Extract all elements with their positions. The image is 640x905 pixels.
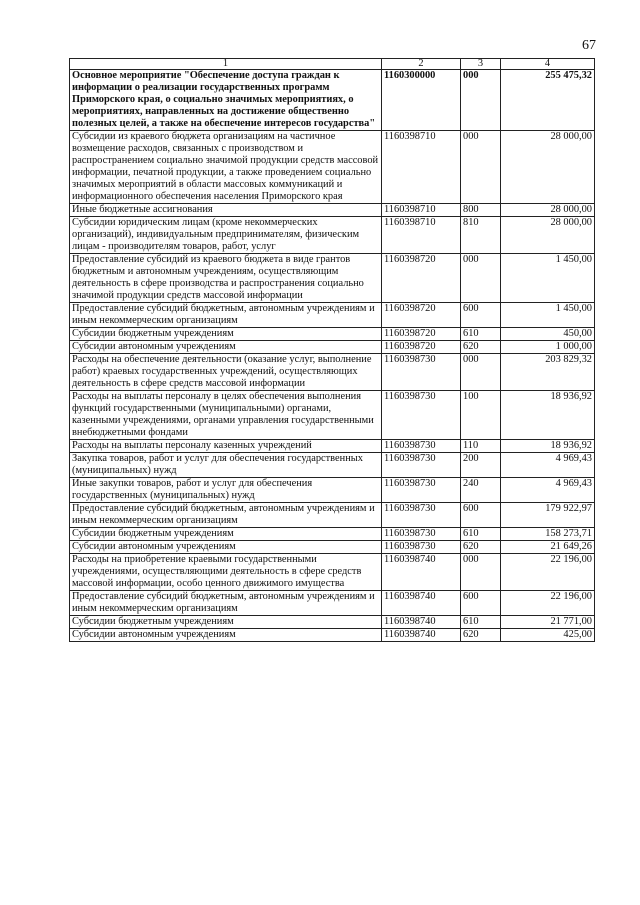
row-name: Иные закупки товаров, работ и услуг для обеспечения государственных (муниципальных) нужд (70, 478, 382, 503)
row-code: 1160398720 (382, 303, 461, 328)
row-name: Субсидии из краевого бюджета организациям на частичное возмещение расходов, связанных с производством и распространением социально значимой продукции средств массовой информации, печатной продукции, а также проведением социально значимых мероприятий в области массовых коммуникаций и информационного обеспечения населения Приморского края (70, 131, 382, 204)
table-row (70, 591, 595, 616)
row-amount: 179 922,97 (501, 503, 595, 528)
row-amount: 4 969,43 (501, 478, 595, 503)
row-code: 1160398730 (382, 503, 461, 528)
row-code: 1160398730 (382, 478, 461, 503)
row-name: Субсидии автономным учреждениям (70, 629, 382, 642)
row-amount: 450,00 (501, 328, 595, 341)
row-amount: 158 273,71 (501, 528, 595, 541)
row-code: 1160398730 (382, 354, 461, 391)
table-row (70, 391, 595, 440)
row-code: 1160398740 (382, 616, 461, 629)
row-name: Предоставление субсидий бюджетным, автономным учреждениям и иным некоммерческим организациям (70, 591, 382, 616)
table-row (70, 254, 595, 303)
row-type: 000 (461, 554, 501, 591)
row-amount: 21 649,26 (501, 541, 595, 554)
row-name: Закупка товаров, работ и услуг для обеспечения государственных (муниципальных) нужд (70, 453, 382, 478)
budget-table (69, 58, 595, 642)
row-type: 620 (461, 541, 501, 554)
row-name: Предоставление субсидий из краевого бюджета в виде грантов бюджетным и автономным учреждениям, осуществляющим деятельность в сфере производства и распространения социально значимой продукции средств массовой информации (70, 254, 382, 303)
page-number: 67 (582, 38, 596, 53)
row-code: 1160398740 (382, 591, 461, 616)
row-code: 1160398720 (382, 341, 461, 354)
row-amount: 21 771,00 (501, 616, 595, 629)
row-amount: 1 000,00 (501, 341, 595, 354)
row-amount: 28 000,00 (501, 131, 595, 204)
row-name: Субсидии автономным учреждениям (70, 341, 382, 354)
row-code: 1160398730 (382, 440, 461, 453)
table-row (70, 440, 595, 453)
row-code: 1160398730 (382, 528, 461, 541)
row-type: 000 (461, 70, 501, 131)
row-type: 110 (461, 440, 501, 453)
row-amount: 18 936,92 (501, 391, 595, 440)
row-code: 1160398740 (382, 629, 461, 642)
row-code: 1160398720 (382, 254, 461, 303)
row-amount: 22 196,00 (501, 591, 595, 616)
row-type: 600 (461, 503, 501, 528)
row-type: 610 (461, 616, 501, 629)
row-name: Основное мероприятие "Обеспечение доступа граждан к информации о реализации государственных программ Приморского края, о социально значимых мероприятиях, о мероприятиях, направленных на достижение общественно полезных целей, а также на обеспечение интересов государства" (70, 70, 382, 131)
row-type: 100 (461, 391, 501, 440)
row-code: 1160398730 (382, 453, 461, 478)
table-row (70, 354, 595, 391)
row-name: Расходы на обеспечение деятельности (оказание услуг, выполнение работ) краевых государственных учреждений, осуществляющих деятельность в сфере средств массовой информации (70, 354, 382, 391)
row-code: 1160398720 (382, 328, 461, 341)
row-type: 600 (461, 303, 501, 328)
row-type: 240 (461, 478, 501, 503)
row-name: Расходы на выплаты персоналу в целях обеспечения выполнения функций государственными (муниципальными) органами, казенными учреждениями, органами управления государственными внебюджетными фондами (70, 391, 382, 440)
row-name: Расходы на приобретение краевыми государственными учреждениями, осуществляющими деятельность в сфере средств массовой информации, особо ценного движимого имущества (70, 554, 382, 591)
table-row (70, 616, 595, 629)
row-name: Субсидии бюджетным учреждениям (70, 528, 382, 541)
table-header-row (70, 59, 595, 70)
row-type: 000 (461, 354, 501, 391)
table-row (70, 303, 595, 328)
table-row (70, 629, 595, 642)
row-code: 1160300000 (382, 70, 461, 131)
column-header-code: 2 (382, 59, 461, 70)
row-amount: 255 475,32 (501, 70, 595, 131)
row-type: 810 (461, 217, 501, 254)
column-header-amount: 4 (501, 59, 595, 70)
table-row (70, 541, 595, 554)
row-name: Субсидии бюджетным учреждениям (70, 328, 382, 341)
row-type: 000 (461, 254, 501, 303)
table-row (70, 341, 595, 354)
row-code: 1160398710 (382, 131, 461, 204)
row-amount: 425,00 (501, 629, 595, 642)
row-name: Предоставление субсидий бюджетным, автономным учреждениям и иным некоммерческим организациям (70, 303, 382, 328)
row-name: Иные бюджетные ассигнования (70, 204, 382, 217)
row-code: 1160398740 (382, 554, 461, 591)
table-body (70, 70, 595, 642)
table-row (70, 131, 595, 204)
row-type: 620 (461, 629, 501, 642)
row-name: Расходы на выплаты персоналу казенных учреждений (70, 440, 382, 453)
table-row (70, 70, 595, 131)
row-type: 000 (461, 131, 501, 204)
table-row (70, 503, 595, 528)
column-header-name: 1 (70, 59, 382, 70)
row-amount: 28 000,00 (501, 217, 595, 254)
row-type: 800 (461, 204, 501, 217)
row-type: 610 (461, 528, 501, 541)
row-name: Субсидии юридическим лицам (кроме некоммерческих организаций), индивидуальным предпринимателям, физическим лицам - производителям товаров, работ, услуг (70, 217, 382, 254)
row-type: 620 (461, 341, 501, 354)
table-row (70, 528, 595, 541)
row-amount: 203 829,32 (501, 354, 595, 391)
row-name: Предоставление субсидий бюджетным, автономным учреждениям и иным некоммерческим организациям (70, 503, 382, 528)
row-name: Субсидии бюджетным учреждениям (70, 616, 382, 629)
row-amount: 28 000,00 (501, 204, 595, 217)
row-code: 1160398710 (382, 204, 461, 217)
row-type: 200 (461, 453, 501, 478)
row-amount: 4 969,43 (501, 453, 595, 478)
row-type: 610 (461, 328, 501, 341)
row-type: 600 (461, 591, 501, 616)
table-row (70, 478, 595, 503)
row-amount: 1 450,00 (501, 303, 595, 328)
row-code: 1160398730 (382, 541, 461, 554)
row-code: 1160398730 (382, 391, 461, 440)
table-row (70, 204, 595, 217)
table-row (70, 554, 595, 591)
table-row (70, 328, 595, 341)
table-row (70, 453, 595, 478)
row-amount: 22 196,00 (501, 554, 595, 591)
table-row (70, 217, 595, 254)
row-name: Субсидии автономным учреждениям (70, 541, 382, 554)
row-amount: 1 450,00 (501, 254, 595, 303)
row-code: 1160398710 (382, 217, 461, 254)
column-header-type: 3 (461, 59, 501, 70)
row-amount: 18 936,92 (501, 440, 595, 453)
